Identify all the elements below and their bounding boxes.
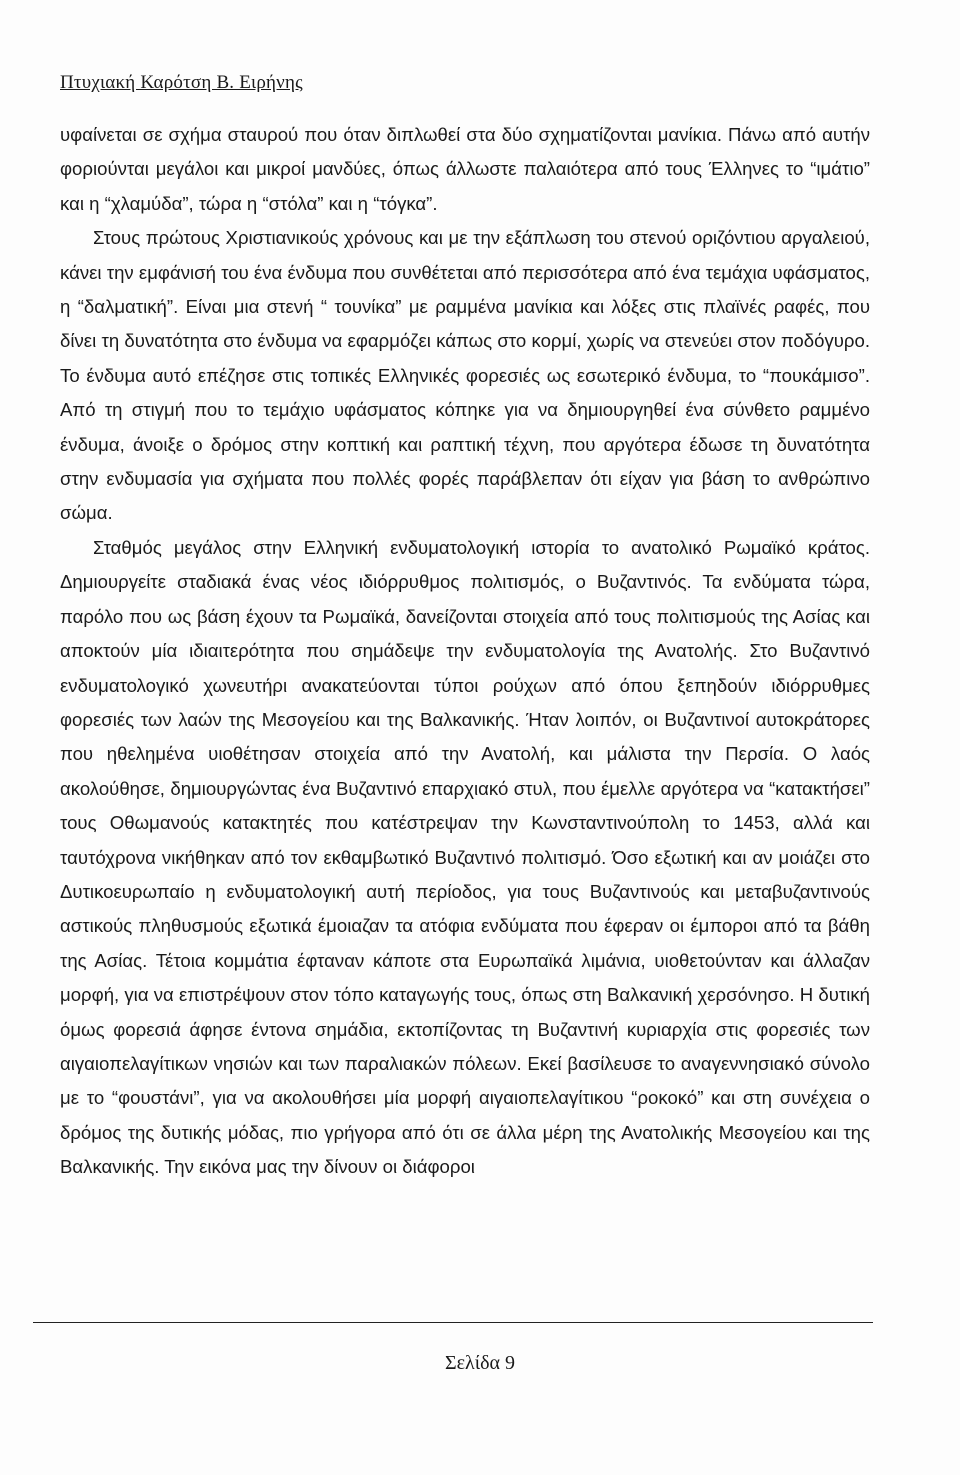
paragraph-christian-years: Στους πρώτους Χριστιανικούς χρόνους και με την εξάπλωση του στενού οριζόντιου αργαλειού, κάνει την εμφάνισή του ένα ένδυμα που συνθέτεται από περισσότερα από ένα τεμάχια υφάσματος, η “δαλματική”. Είναι μια στενή “ τουνίκα” με ραμμένα μανίκια και λόξες στις πλαϊνές ραφές, που δίνει τη δυνατότητα στο ένδυμα να εφαρμόζει κάπως στο κορμί, χωρίς να στενεύει στον ποδόγυρο. Το ένδυμα αυτό επέζησε στις τοπικές Ελληνικές φορεσιές ως εσωτερικό ένδυμα, το “πουκάμισο”. Από τη στιγμή που το τεμάχιο υφάσματος κόπηκε για να δημιουργηθεί ένα σύνθετο ραμμένο ένδυμα, άνοιξε ο δρόμος στην κοπτική και ραπτική τέχνη, που αργότερα έδωσε τη δυνατότητα στην ενδυμασία για σχήματα που πολλές φορές παράβλεπαν ότι είχαν για βάση το ανθρώπινο σώμα. <box>60 227 870 524</box>
page-header-author: Πτυχιακή Καρότση Β. Ειρήνης <box>60 72 303 93</box>
page-number: Σελίδα 9 <box>444 1352 516 1374</box>
body-text <box>60 118 870 1185</box>
paragraph-byzantine: Σταθμός μεγάλος στην Ελληνική ενδυματολογική ιστορία το ανατολικό Ρωμαϊκό κράτος. Δημιουργείτε σταδιακά ένας νέος ιδιόρρυθμος πολιτισμός, ο Βυζαντινός. Τα ενδύματα τώρα, παρόλο που ως βάση έχουν τα Ρωμαϊκά, δανείζονται στοιχεία από τους πολιτισμούς της Ασίας και αποκτούν μία ιδιαιτερότητα που σημάδεψε την ενδυματολογία της Ανατολής. Στο Βυζαντινό ενδυματολογικό χωνευτήρι ανακατεύονται τύποι ρούχων από όπου ξεπηδούν ιδιόρρυθμες φορεσιές των λαών της Μεσογείου και της Βαλκανικής. Ήταν λοιπόν, οι Βυζαντινοί αυτοκράτορες που ηθελημένα υιοθέτησαν στοιχεία από την Ανατολή, και μάλιστα την Περσία. Ο λαός ακολούθησε, δημιουργώντας ένα Βυζαντινό επαρχιακό στυλ, που έμελλε αργότερα να “κατακτήσει” τους Οθωμανούς κατακτητές που κατέστρεψαν την Κωνσταντινούπολη το 1453, αλλά και ταυτόχρονα νικήθηκαν από τον εκθαμβωτικό Βυζαντινό πολιτισμό. Όσο εξωτική και αν μοιάζει στο Δυτικοευρωπαίο η ενδυματολογική αυτή περίοδος, για τους Βυζαντινούς και μεταβυζαντινούς αστικούς πληθυσμούς εξωτικά έμοιαζαν τα ατόφια ενδύματα που έφεραν οι έμποροι από τα βάθη της Ασίας. Τέτοια κομμάτια έφταναν κάποτε στα Ευρωπαϊκά λιμάνια, υιοθετούνταν και άλλαζαν μορφή, για να επιστρέψουν στον τόπο καταγωγής τους, όπως στη Βαλκανική χερσόνησο. Η δυτική όμως φορεσιά άφησε έντονα σημάδια, εκτοπίζοντας τη Βυζαντινή κυριαρχία στις φορεσιές των αιγαιοπελαγίτικων νησιών και των παραλιακών πόλεων. Εκεί βασίλευσε το αναγεννησιακό σύνολο με το “φουστάνι”, για να ακολουθήσει μία μορφή αιγαιοπελαγίτικου “ροκοκό” και στη συνέχεια ο δρόμος της δυτικής μόδας, πιο γρήγορα από ότι σε άλλα μέρη της Ανατολικής Μεσογείου και της Βαλκανικής. Την εικόνα μας την δίνουν οι διάφοροι <box>60 536 870 1178</box>
paragraph-continuation: υφαίνεται σε σχήμα σταυρού που όταν διπλωθεί στα δύο σχηματίζονται μανίκια. Πάνω από αυτήν φοριούνται μεγάλοι και μικροί μανδύες, όπως άλλωστε παλαιότερα από τους Έλληνες το “ιμάτιο” και η “χλαμύδα”, τώρα η “στόλα” και η “τόγκα”. <box>60 124 870 214</box>
footer-divider <box>33 1322 873 1323</box>
